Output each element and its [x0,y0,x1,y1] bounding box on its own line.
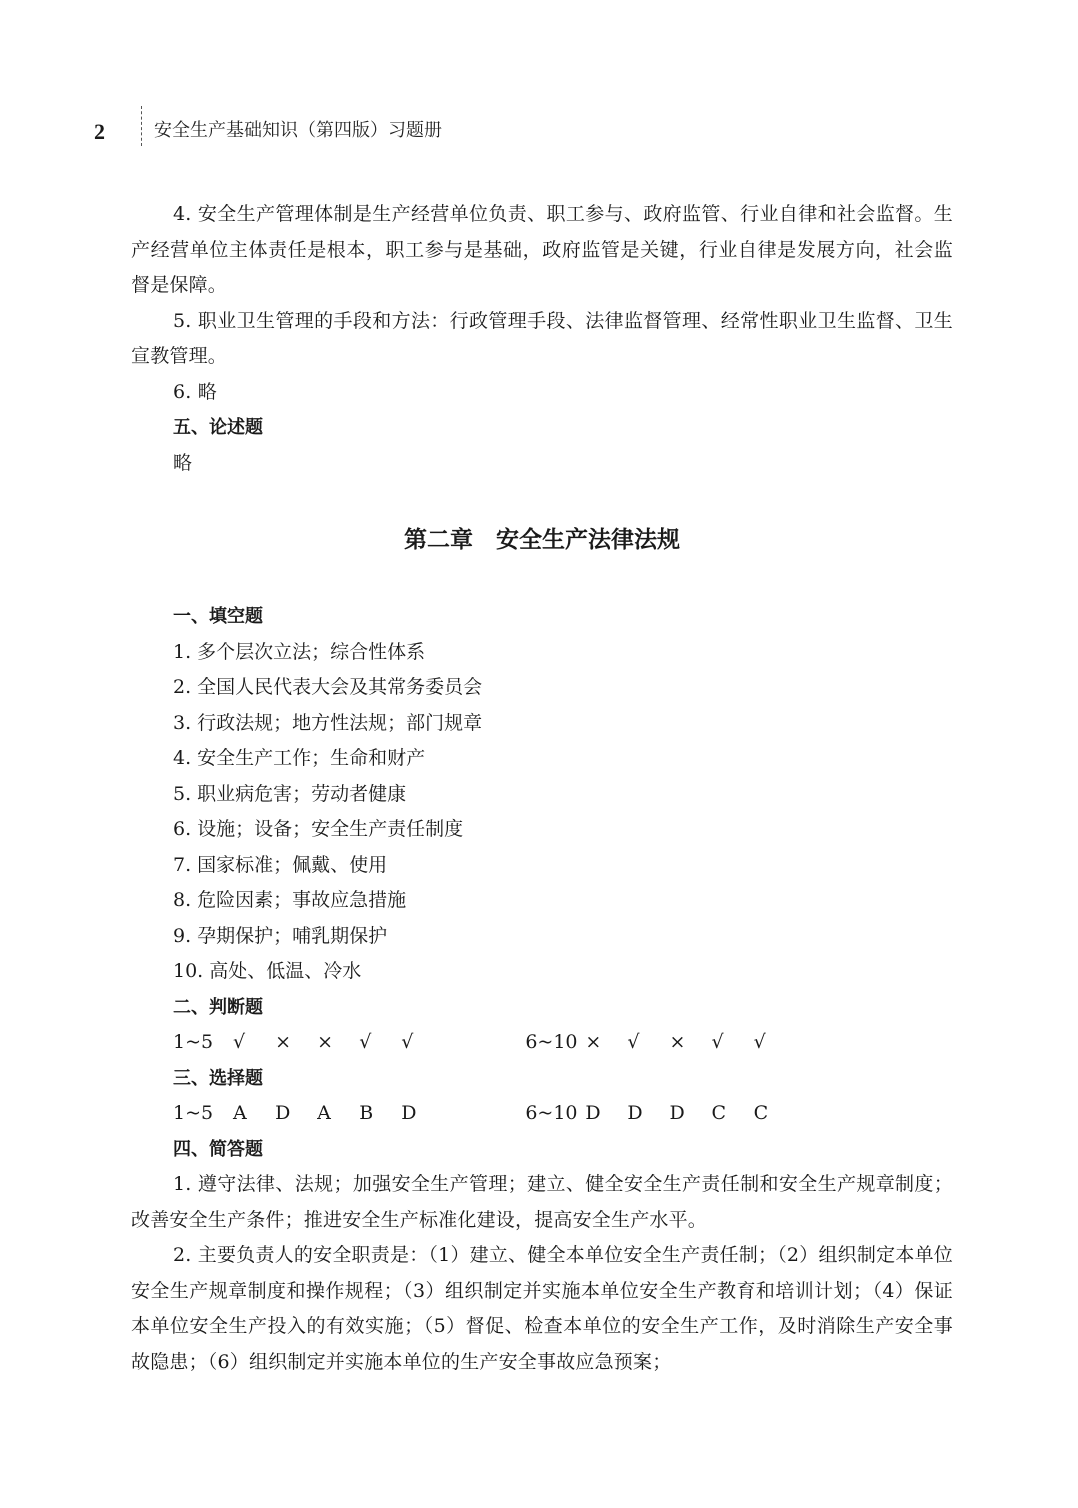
choice-answer: A [233,1102,247,1124]
judge-answers-row [131,1025,953,1061]
section-heading-fill: 一、填空题 [173,606,263,627]
choice-answer: D [585,1102,601,1124]
fill-item: 6. 设施；设备；安全生产责任制度 [173,818,464,840]
choice-answer: B [359,1102,374,1124]
choice-answer: A [317,1102,331,1124]
choice-range-label: 1~5 [173,1102,214,1124]
fill-item: 1. 多个层次立法；综合性体系 [173,640,426,663]
header-divider [141,106,142,146]
fill-item: 10. 高处、低温、冷水 [173,960,362,982]
fill-item: 4. 安全生产工作；生命和财产 [173,747,426,769]
judge-answer: √ [627,1031,640,1053]
answer-paragraph: 2. 主要负责人的安全职责是：（1）建立、健全本单位安全生产责任制；（2）组织制定本单位安全生产规章制度和操作规程；（3）组织制定并实施本单位安全生产教育和培训计划；（4）保证本单位安全生产投入的有效实施；（5）督促、检查本单位的安全生产工作，及时消除生产安全事故隐患；（6）组织制定并实施本单位的生产安全事故应急预案； [131,1244,953,1373]
fill-item: 9. 孕期保护；哺乳期保护 [173,924,388,947]
section-heading-choice: 三、选择题 [173,1067,263,1089]
answer-paragraph: 6. 略 [173,380,217,403]
answer-paragraph: 4. 安全生产管理体制是生产经营单位负责、职工参与、政府监管、行业自律和社会监督。生产经营单位主体责任是根本，职工参与是基础，政府监管是关键，行业自律是发展方向，社会监督是保障。 [131,203,953,296]
fill-item: 8. 危险因素；事故应急措施 [173,889,407,911]
answer-paragraph: 5. 职业卫生管理的手段和方法：行政管理手段、法律监督管理、经常性职业卫生监督、卫生宣教管理。 [131,309,953,367]
judge-answer: × [275,1031,292,1053]
choice-answers-row [131,1096,953,1132]
judge-answer: √ [359,1031,372,1053]
judge-answer: √ [753,1031,766,1053]
judge-answer: × [585,1031,602,1053]
running-title: 安全生产基础知识（第四版）习题册 [154,120,442,141]
judge-answer: √ [401,1031,414,1053]
fill-item: 3. 行政法规；地方性法规；部门规章 [173,711,483,734]
judge-answer: × [317,1031,334,1053]
section-heading-essay: 五、论述题 [173,417,263,438]
choice-answer: C [753,1102,769,1124]
page-header [88,104,988,148]
choice-answer: D [275,1102,291,1124]
judge-range-label: 6~10 [525,1031,578,1053]
section-heading-judge: 二、判断题 [173,996,263,1018]
judge-answer: √ [233,1031,246,1053]
choice-answer: C [711,1102,727,1124]
page-body [131,197,953,1380]
fill-item: 5. 职业病危害；劳动者健康 [173,782,407,805]
fill-item: 2. 全国人民代表大会及其常务委员会 [173,676,483,698]
chapter-title: 第二章 安全生产法律法规 [404,527,680,553]
judge-answer: × [669,1031,686,1053]
choice-answer: D [669,1102,685,1124]
essay-answer: 略 [173,451,193,474]
answer-paragraph: 1. 遵守法律、法规；加强安全生产管理；建立、健全安全生产责任制和安全生产规章制度；改善安全生产条件；推进安全生产标准化建设，提高安全生产水平。 [131,1173,953,1231]
choice-answer: D [401,1102,417,1124]
choice-answer: D [627,1102,643,1124]
choice-range-label: 6~10 [525,1102,578,1124]
judge-answer: √ [711,1031,724,1053]
section-heading-short: 四、简答题 [173,1138,263,1160]
page-number: 2 [94,119,105,144]
fill-item: 7. 国家标准；佩戴、使用 [173,853,388,876]
judge-range-label: 1~5 [173,1031,214,1053]
